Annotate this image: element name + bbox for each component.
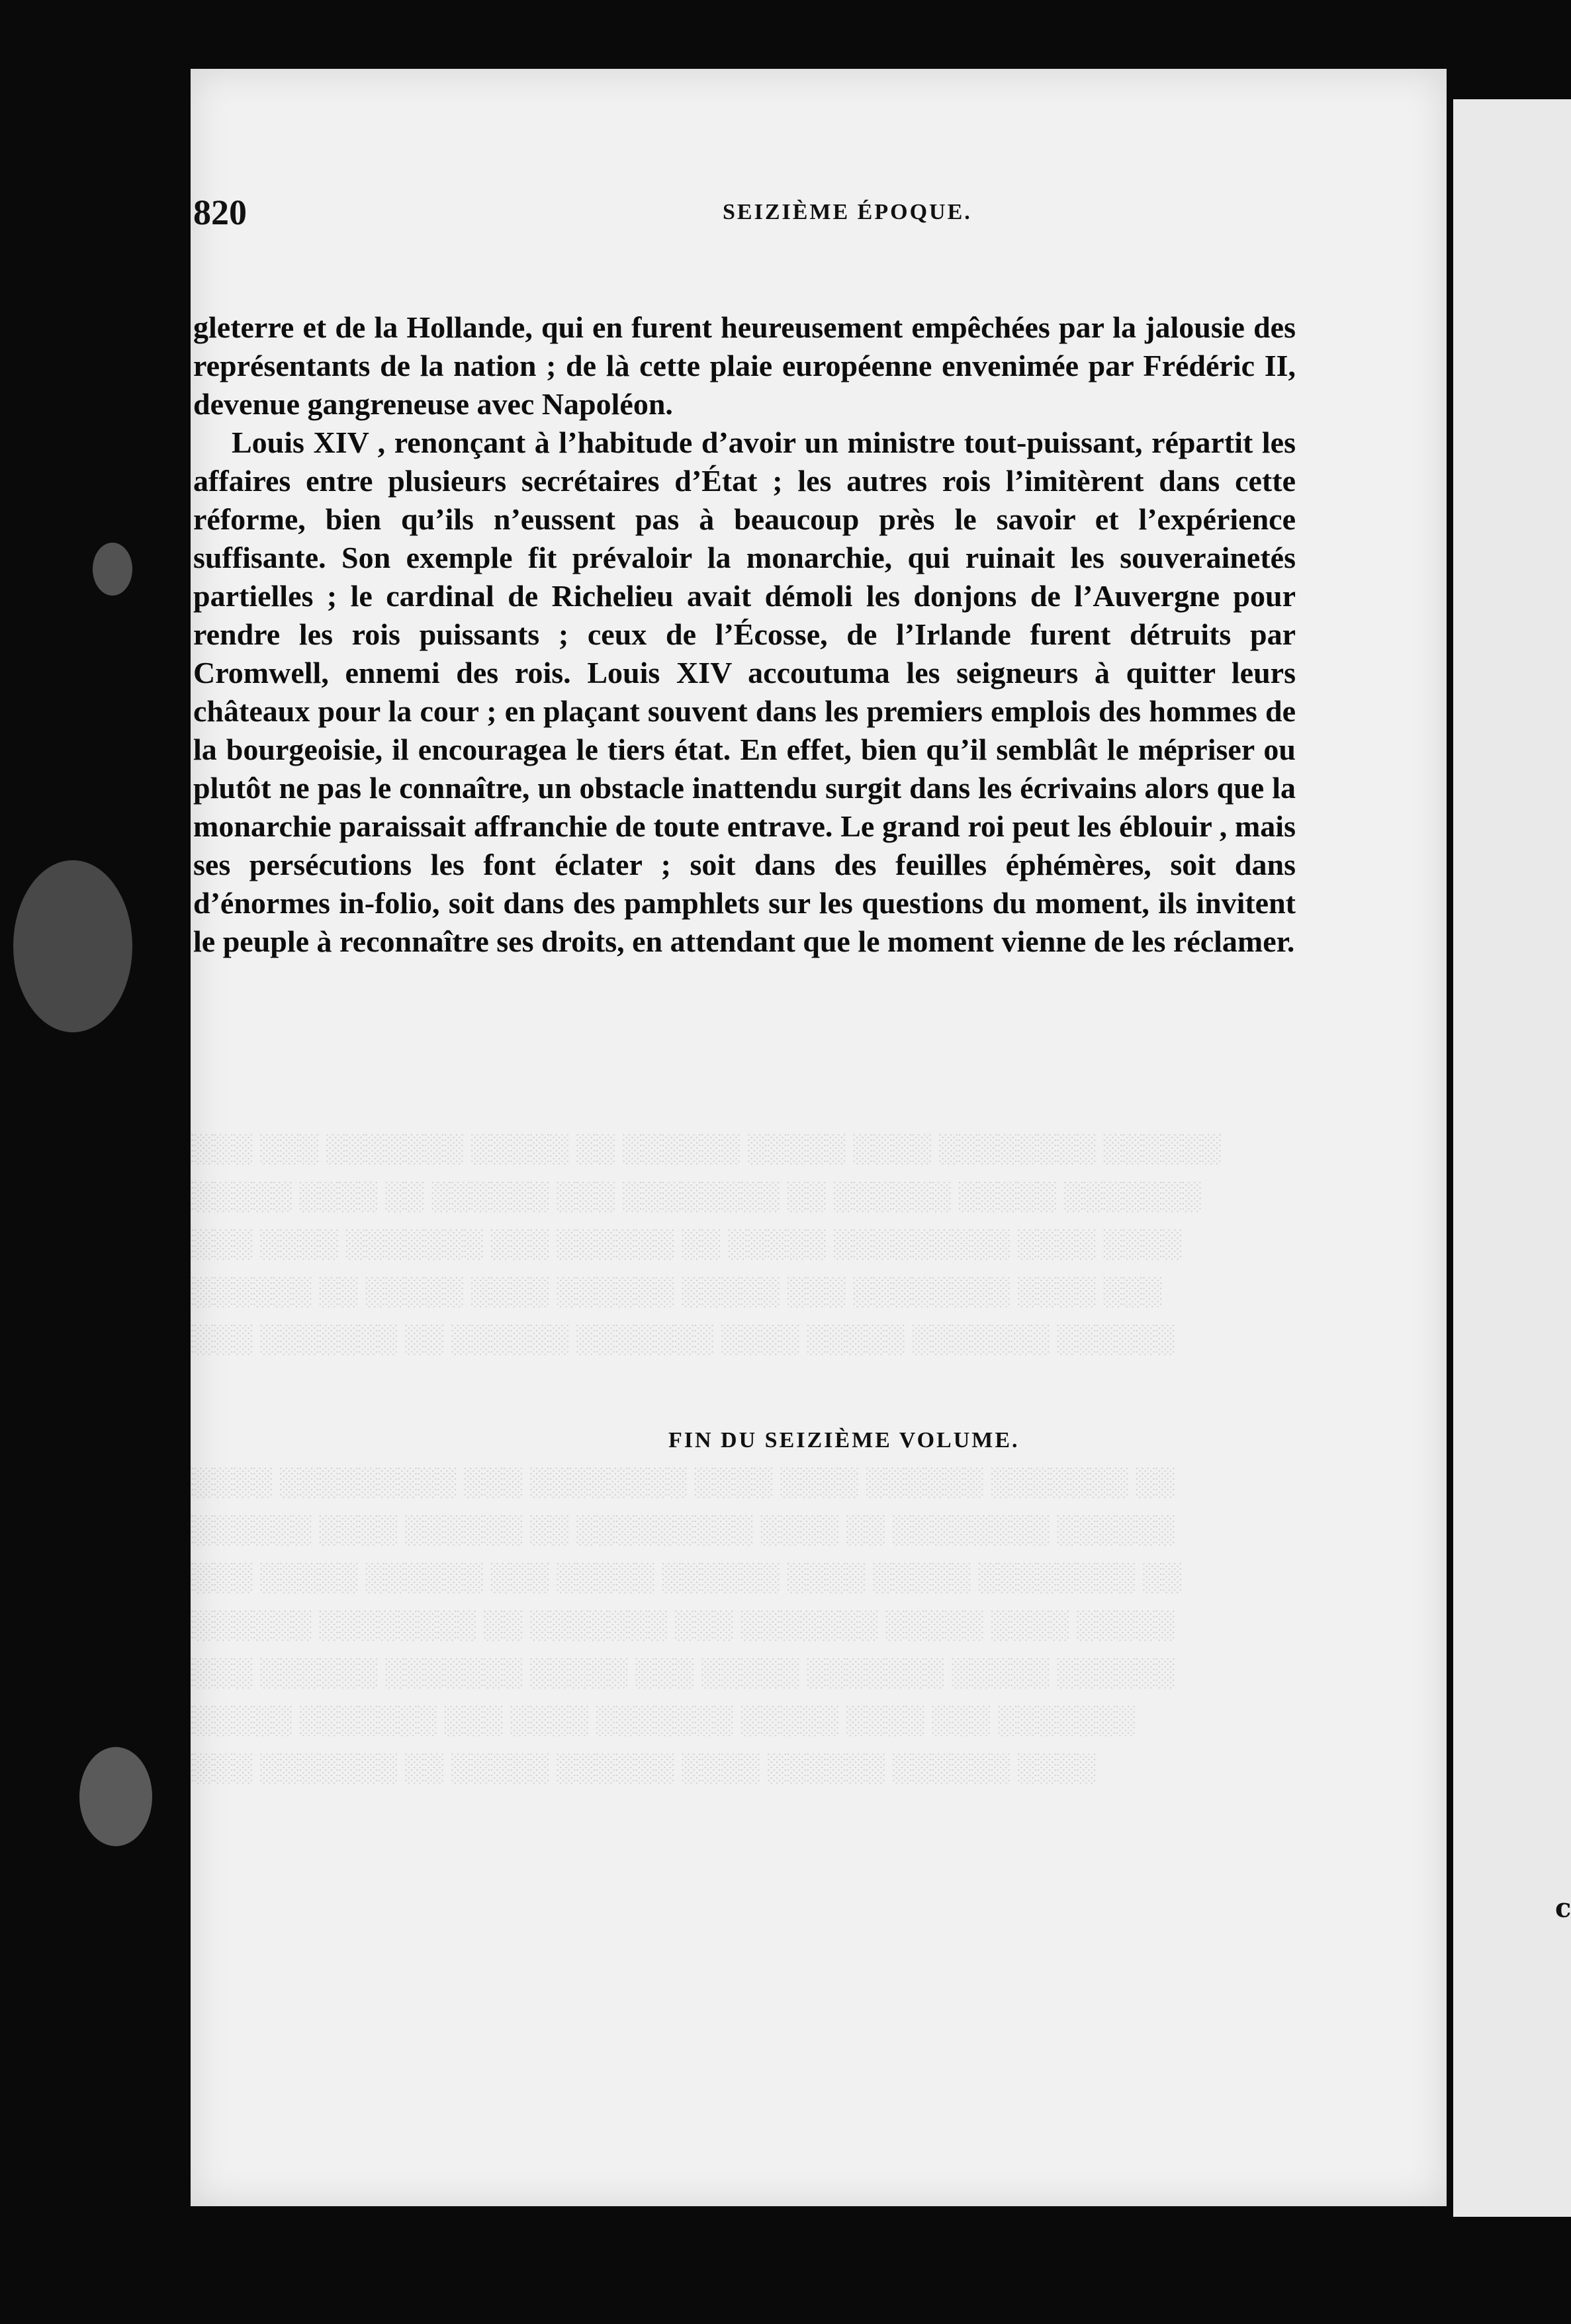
body-text: [193, 308, 1296, 961]
scan-speckle: [79, 1747, 152, 1846]
scan-speckle: [93, 543, 132, 596]
paragraph: Louis XIV , renonçant à l’habitude d’avoir un ministre tout-puissant, répartit les affaires entre plusieurs secrétaires d’État ; les autres rois l’imitèrent dans cette réforme, bien qu’ils n’eussent pas à beaucoup près le savoir et l’expérience suffisante. Son exemple fit prévaloir la monarchie, qui ruinait les souverainetés partielles ; le cardinal de Richelieu avait démoli les donjons de l’Auvergne pour rendre les rois puissants ; ceux de l’Écosse, de l’Irlande furent détruits par Cromwell, ennemi des rois. Louis XIV accoutuma les seigneurs à quitter leurs châteaux pour la cour ; en plaçant souvent dans les premiers emplois des hommes de la bourgeoisie, il encouragea le tiers état. En effet, bien qu’il semblât le mépriser ou plutôt ne pas le connaître, un obstacle inattendu surgit dans les écrivains alors que la monarchie paraissait affranchie de toute entrave. Le grand roi peut les éblouir , mais ses persécutions les font éclater ; soit dans des feuilles éphémères, soit dans d’énormes in-folio, soit dans des pamphlets sur les questions du moment, ils invitent le peuple à reconnaître ses droits, en attendant que le moment vienne de les réclamer.: [193, 425, 1296, 958]
scan-speckle: [13, 860, 132, 1032]
end-of-volume-note: FIN DU SEIZIÈME VOLUME.: [668, 1428, 1020, 1452]
paragraph: gleterre et de la Hollande, qui en furent heureusement empêchées par la jalousie des représentants de la nation ; de là cette plaie européenne envenimée par Frédéric II, devenue gangreneuse avec Napoléon.: [193, 310, 1296, 421]
page-number: 820: [193, 193, 247, 232]
running-title: SEIZIÈME ÉPOQUE.: [723, 200, 972, 224]
facing-page-edge: [1453, 99, 1571, 2217]
facing-page-letter: c: [1555, 1893, 1571, 1924]
running-head: [193, 192, 1259, 245]
bleed-through-text: ░░░░ ░░░ ░░░░░░░ ░░░░░ ░░ ░░░░░░ ░░░░░ ░░░░ ░░░░░░░░ ░░░░░░ ░░░░░░ ░░░░ ░░ ░░░░░░ ░░░ ░░░░░░░░ ░░ ░░░░░░ ░░░░░ ░░░░░░░ ░░░░ ░░░░ ░░░░░░░ ░░░ ░░░░░░ ░░ ░░░░░ ░░░░░░░░░ ░░░░ ░░░░ ░░░░░░░ ░░ ░░░░░ ░░░░ ░░░░░░ ░░░░░ ░░░ ░░░░░░░░ ░░░░ ░░░ ░░░░ ░░░░░░░ ░░ ░░░░░░ ░░░░░░░ ░░░░ ░░░░░ ░░░░░░░ ░░░░░░ ░░░░░ ░░░░░░░░░ ░░░ ░░░░░░░░ ░░░░ ░░░░ ░░░░░░ ░░░░░░░ ░░ ░░░░░░░ ░░░░ ░░░░░░ ░░ ░░░░░░░░░ ░░░░ ░░ ░░░░░░░░ ░░░░░░ ░░░░ ░░░░░ ░░░░░░ ░░░ ░░░░░ ░░░░░░ ░░░░ ░░░░░ ░░░░░░░░ ░░ ░░░░░░░ ░░░░░░░░ ░░ ░░░░░░░ ░░░ ░░░░░░░ ░░░░░ ░░░░ ░░░░░ ░░░░ ░░░░░░ ░░░░░░░ ░░░░░ ░░░ ░░░░░ ░░░░░░░ ░░░░░ ░░░░░░ ░░░░░░ ░░░░░░░ ░░░ ░░░░ ░░░░░░░ ░░░░░ ░░░░ ░░░ ░░░░░░░ ░░░░ ░░░░░░░ ░░ ░░░░░ ░░░░░░ ░░░░ ░░░░░░ ░░░░░░ ░░░░: [173, 1134, 1221, 1783]
